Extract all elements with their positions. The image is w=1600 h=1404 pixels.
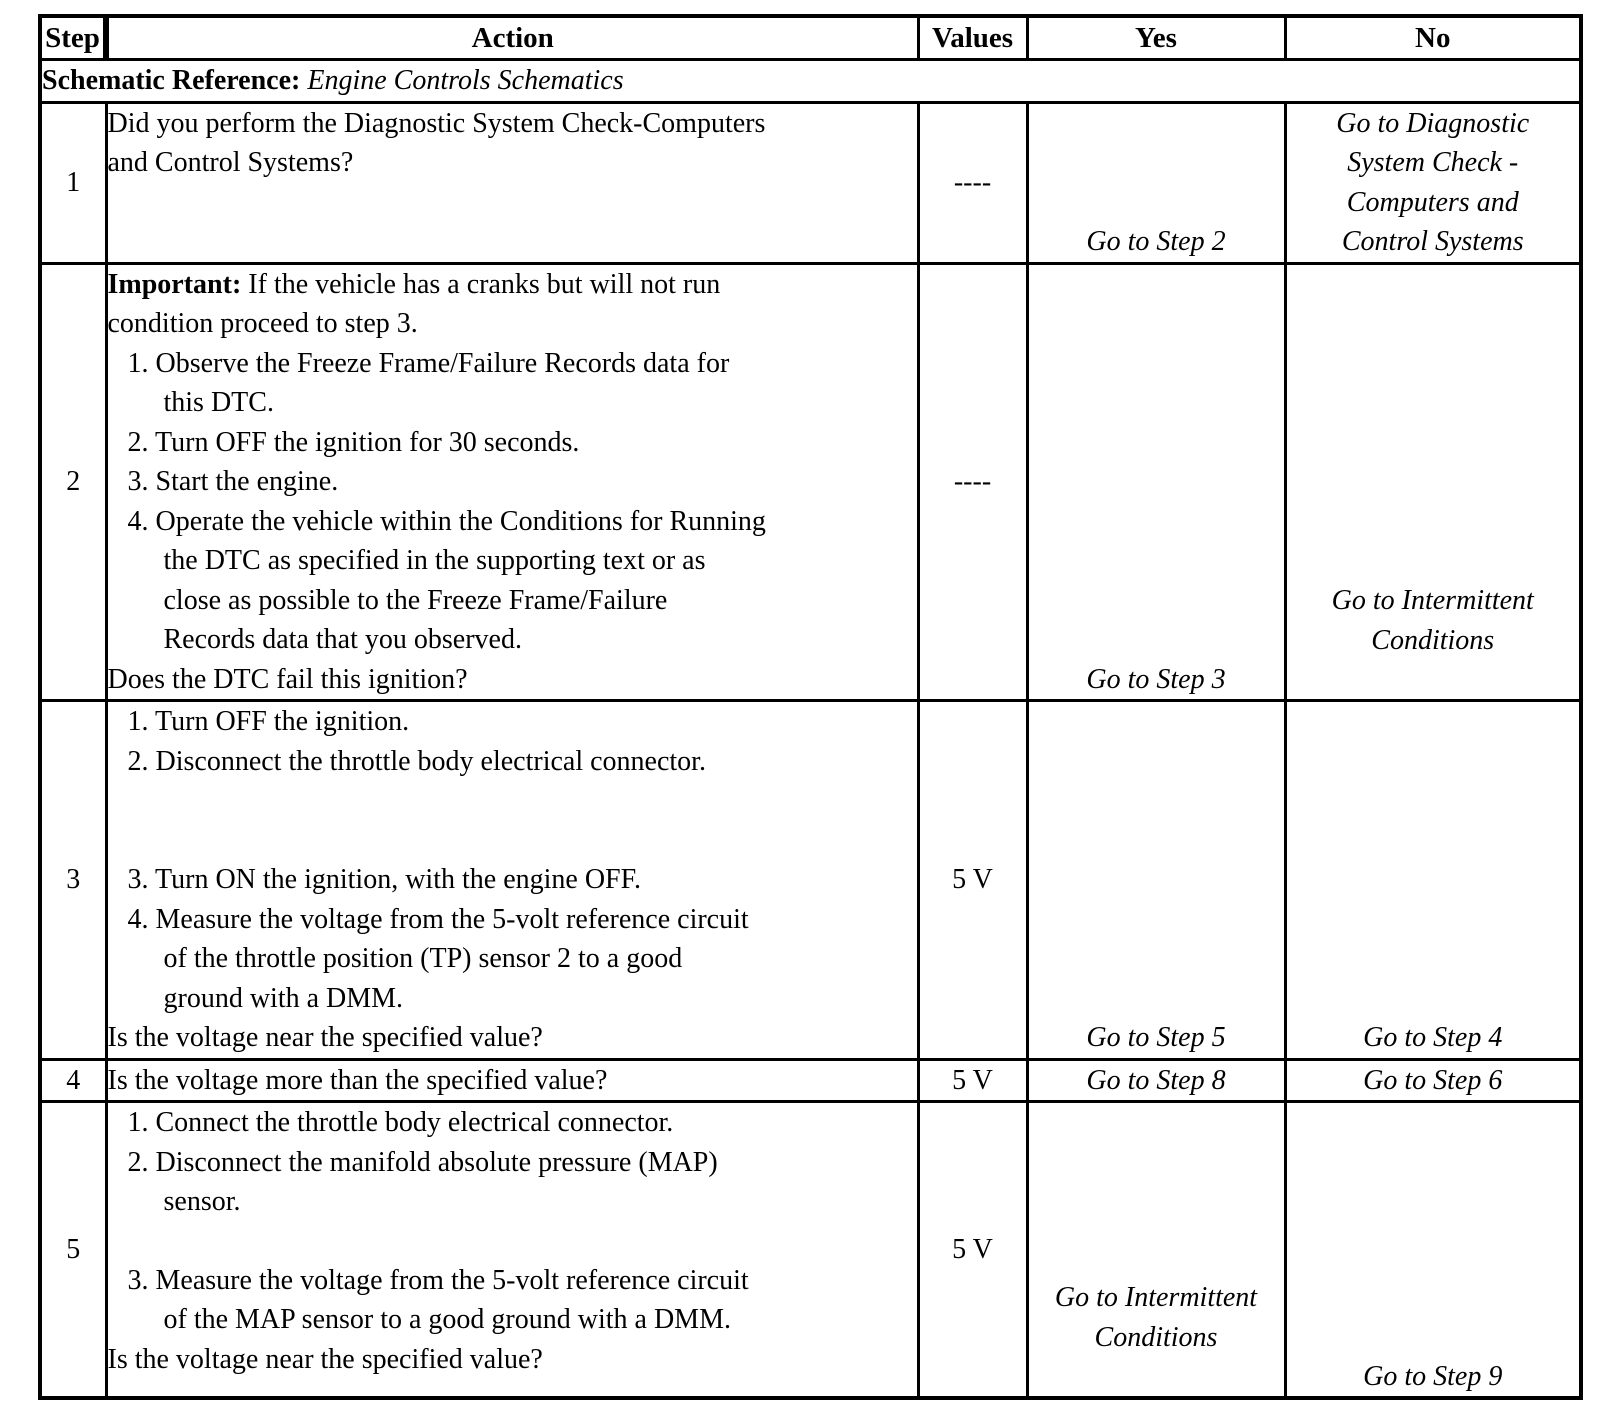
yes-link[interactable]: Go to Step 3 <box>1027 263 1285 701</box>
table-row <box>40 1059 1581 1102</box>
no-line: Computers and <box>1346 186 1519 218</box>
no-line: Conditions <box>1371 624 1495 656</box>
no-link[interactable] <box>1285 102 1581 263</box>
question: Does the DTC fail this ignition? <box>107 663 468 695</box>
action-cell <box>106 102 918 263</box>
important-label: Important: <box>107 268 242 300</box>
action-cell <box>106 263 918 701</box>
procedure-step: 2. Disconnect the throttle body electrical connector. <box>127 745 706 777</box>
procedure-step: 1. Observe the Freeze Frame/Failure Records data for <box>127 347 730 379</box>
yes-link[interactable]: Go to Step 8 <box>1027 1059 1285 1102</box>
value-cell: ---- <box>918 102 1027 263</box>
schematic-row <box>40 60 1581 103</box>
step-number: 2 <box>40 263 106 701</box>
procedure-step: 3. Measure the voltage from the 5-volt reference circuit <box>127 1264 749 1296</box>
spacer <box>108 1222 917 1261</box>
table-row <box>40 263 1581 701</box>
yes-link[interactable]: Go to Step 5 <box>1027 701 1285 1060</box>
step-number: 3 <box>40 701 106 1060</box>
important-continued: condition proceed to step 3. <box>107 308 418 339</box>
question: Is the voltage near the specified value? <box>107 1343 543 1375</box>
schematic-link[interactable]: Engine Controls Schematics <box>307 65 624 96</box>
diagnostic-table <box>38 14 1583 1400</box>
no-line: Go to Diagnostic <box>1336 107 1530 139</box>
procedure-step-cont: close as possible to the Freeze Frame/Failure <box>163 584 668 616</box>
procedure-step: 3. Turn ON the ignition, with the engine OFF. <box>127 864 641 895</box>
yes-link[interactable] <box>1027 1102 1285 1399</box>
header-row <box>40 16 1581 60</box>
procedure-step: 1. Turn OFF the ignition. <box>127 706 410 737</box>
header-values: Values <box>918 16 1027 60</box>
step-number: 5 <box>40 1102 106 1399</box>
header-yes: Yes <box>1027 16 1285 60</box>
header-action: Action <box>106 16 918 60</box>
procedure-step-cont: the DTC as specified in the supporting text or as <box>163 545 706 576</box>
procedure-step-cont: of the throttle position (TP) sensor 2 to a good <box>163 943 683 974</box>
procedure-step-cont: of the MAP sensor to a good ground with a DMM. <box>163 1304 731 1335</box>
table-row <box>40 701 1581 1060</box>
important-note <box>108 265 917 305</box>
procedure-step: 4. Measure the voltage from the 5-volt reference circuit <box>127 903 749 935</box>
no-link[interactable] <box>1285 263 1581 701</box>
table-row <box>40 102 1581 263</box>
step-number: 4 <box>40 1059 106 1102</box>
no-link[interactable]: Go to Step 9 <box>1285 1102 1581 1399</box>
yes-line: Conditions <box>1094 1321 1218 1353</box>
no-link[interactable]: Go to Step 4 <box>1285 701 1581 1060</box>
action-cell <box>106 1102 918 1399</box>
header-step: Step <box>40 16 106 60</box>
procedure-step-cont: this DTC. <box>163 387 274 418</box>
procedure-step: 2. Disconnect the manifold absolute pressure (MAP) <box>127 1146 718 1178</box>
no-link[interactable]: Go to Step 6 <box>1285 1059 1581 1102</box>
question: Is the voltage near the specified value? <box>107 1022 543 1053</box>
question: Is the voltage more than the specified value? <box>106 1059 918 1102</box>
header-no: No <box>1285 16 1581 60</box>
no-line: System Check - <box>1347 147 1519 178</box>
important-text: If the vehicle has a cranks but will not run <box>241 268 721 300</box>
table-row <box>40 1102 1581 1399</box>
no-line: Go to Intermittent <box>1331 585 1534 616</box>
schematic-label: Schematic Reference: <box>42 65 301 96</box>
yes-line: Go to Intermittent <box>1054 1282 1258 1313</box>
procedure-step: 2. Turn OFF the ignition for 30 seconds. <box>127 426 580 458</box>
procedure-step-cont: Records data that you observed. <box>163 624 522 655</box>
value-cell: ---- <box>918 263 1027 701</box>
procedure-step: 4. Operate the vehicle within the Conditions for Running <box>127 505 766 537</box>
schematic-reference <box>40 60 1581 103</box>
spacer <box>108 781 917 860</box>
action-cell <box>106 701 918 1060</box>
value-cell: 5 V <box>918 1102 1027 1399</box>
value-cell: 5 V <box>918 701 1027 1060</box>
yes-link[interactable]: Go to Step 2 <box>1027 102 1285 263</box>
step-number: 1 <box>40 102 106 263</box>
action-line: and Control Systems? <box>107 147 354 178</box>
value-cell: 5 V <box>918 1059 1027 1102</box>
procedure-step: 3. Start the engine. <box>127 466 339 497</box>
procedure-step-cont: ground with a DMM. <box>163 982 404 1014</box>
no-line: Control Systems <box>1341 226 1524 257</box>
procedure-step: 1. Connect the throttle body electrical connector. <box>127 1107 674 1138</box>
procedure-step-cont: sensor. <box>163 1186 241 1217</box>
action-line: Did you perform the Diagnostic System Check-Computers <box>107 107 766 139</box>
